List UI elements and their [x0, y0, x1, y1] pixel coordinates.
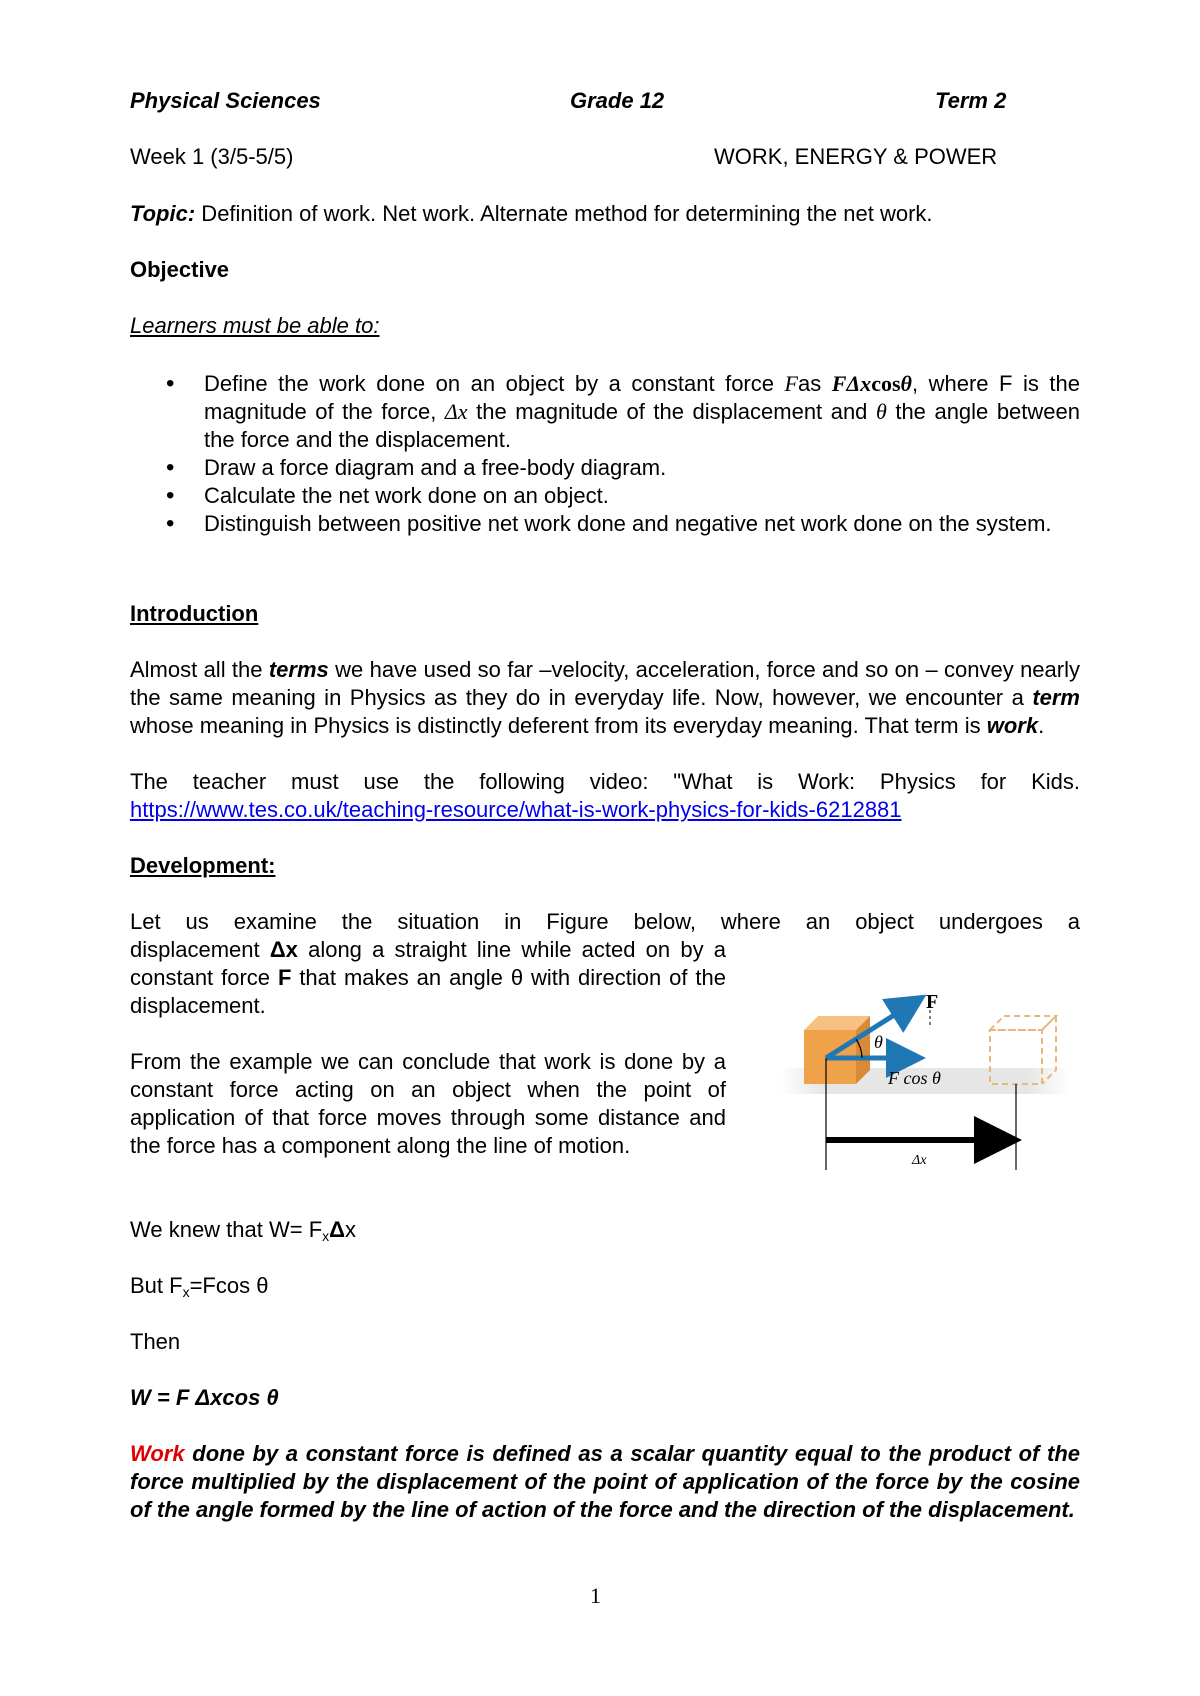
objective-item-net-work: • Calculate the net work done on an object.: [130, 482, 1080, 510]
equation-component-cos: But $F_x=Fcos$ θ: [130, 1273, 269, 1300]
angle-label: θ: [874, 1032, 883, 1052]
then-label: Then: [130, 1329, 181, 1354]
introduction-paragraph: Almost all the terms we have used so far –velocity, acceleration, force and so on – convey nearly the same meaning in Physics as they do in everyday life. Now, however, we encounter a term whose meaning in Physics is distinctly deferent from its everyday meaning. That term is work.: [130, 657, 1080, 738]
work-formula: W = F Δxcos θ: [130, 1385, 279, 1410]
work-force-figure: [770, 980, 1080, 1170]
force-label: F: [926, 991, 939, 1013]
objective-list: [130, 370, 1080, 538]
week-label: Week 1 (3/5-5/5): [130, 144, 294, 169]
video-link[interactable]: https://www.tes.co.uk/teaching-resource/what-is-work-physics-for-kids-6212881: [130, 797, 902, 822]
objective-item-distinguish: • Distinguish between positive net work done and negative net work done on the system.: [130, 510, 1080, 538]
introduction-heading: Introduction: [130, 601, 259, 626]
unit-title: WORK, ENERGY & POWER: [714, 144, 998, 169]
equation-work-component: We knew that $W= F_x\Delta x$: [130, 1217, 356, 1244]
development-paragraph-1: displacement Δx along a straight line while acted on by a constant force F that makes an angle θ with direction of the displacement.: [130, 937, 726, 1018]
term-label: Term 2: [935, 88, 1007, 113]
component-label: F cos θ: [888, 1068, 941, 1088]
grade-label: Grade 12: [570, 88, 665, 113]
topic-label: Topic:: [130, 201, 196, 226]
development-heading: Development:: [130, 853, 276, 878]
work-definition-keyword: Work: [130, 1441, 185, 1466]
work-definition: Work done by a constant force is defined as a scalar quantity equal to the product of the force multiplied by the displacement of the point of application of the force by the cosine of the angle formed by the line of action of the force and the direction of the displacement.: [130, 1441, 1080, 1522]
video-instruction: The teacher must use the following video: "What is Work: Physics for Kids.: [130, 769, 1080, 794]
development-paragraph-2: From the example we can conclude that work is done by a constant force acting on an object when the point of application of that force moves through some distance and the force has a component along the line of motion.: [130, 1049, 726, 1158]
development-first-line: Let us examine the situation in Figure below, where an object undergoes a: [130, 909, 1080, 934]
topic-text: Definition of work. Net work. Alternate method for determining the net work.: [195, 201, 933, 226]
objective-item-diagrams: • Draw a force diagram and a free-body diagram.: [130, 454, 1080, 482]
topic-line: [130, 200, 1080, 228]
displacement-label: Δx: [912, 1153, 927, 1168]
objective-heading: Objective: [130, 257, 230, 282]
page-number: 1: [590, 1583, 601, 1608]
objective-subheading: Learners must be able to:: [130, 313, 380, 338]
subject-title: Physical Sciences: [130, 88, 321, 113]
objective-item-define-work: • Define the work done on an object by a constant force Fas FΔxcosθ, where F is the magnitude of the force, Δx the magnitude of the displacement and θ the angle between the force and the displacement.: [130, 370, 1080, 454]
